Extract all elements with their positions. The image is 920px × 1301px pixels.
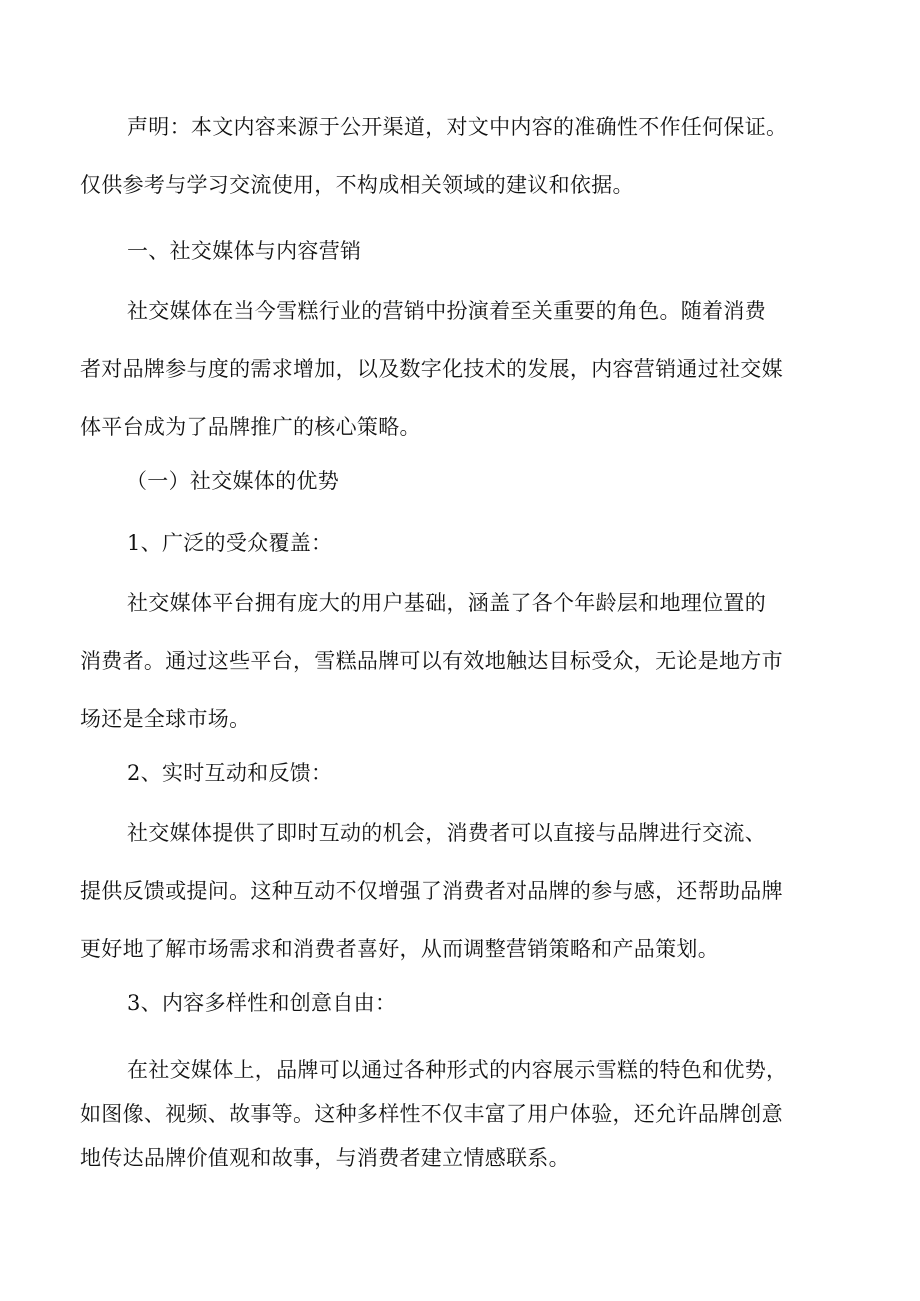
point-2-heading: 2、实时互动和反馈： — [127, 761, 333, 785]
disclaimer-paragraph: 声明：本文内容来源于公开渠道，对文中内容的准确性不作任何保证。 仅供参考与学习交流使用，不构成相关领域的建议和依据。 — [80, 115, 788, 197]
point-1-heading: 1、广泛的受众覆盖： — [127, 531, 333, 555]
section-intro-paragraph: 社交媒体在当今雪糕行业的营销中扮演着至关重要的角色。随着消费 者对品牌参与度的需求增加，以及数字化技术的发展，内容营销通过社交媒 体平台成为了品牌推广的核心策略。 — [80, 299, 783, 439]
subsection-heading: （一）社交媒体的优势 — [126, 469, 339, 493]
point-3-heading: 3、内容多样性和创意自由： — [127, 991, 397, 1015]
point-1-paragraph: 社交媒体平台拥有庞大的用户基础，涵盖了各个年龄层和地理位置的 消费者。通过这些平台，雪糕品牌可以有效地触达目标受众，无论是地方市 场还是全球市场。 — [80, 591, 783, 731]
section-heading: 一、社交媒体与内容营销 — [127, 239, 362, 263]
point-3-paragraph: 在社交媒体上，品牌可以通过各种形式的内容展示雪糕的特色和优势， 如图像、视频、故事等。这种多样性不仅丰富了用户体验，还允许品牌创意 地传达品牌价值观和故事，与消费者建立情感联系。 — [80, 1058, 788, 1170]
point-2-paragraph: 社交媒体提供了即时互动的机会，消费者可以直接与品牌进行交流、 提供反馈或提问。这种互动不仅增强了消费者对品牌的参与感，还帮助品牌 更好地了解市场需求和消费者喜好，从而调整营销策略和产品策划。 — [80, 821, 783, 961]
